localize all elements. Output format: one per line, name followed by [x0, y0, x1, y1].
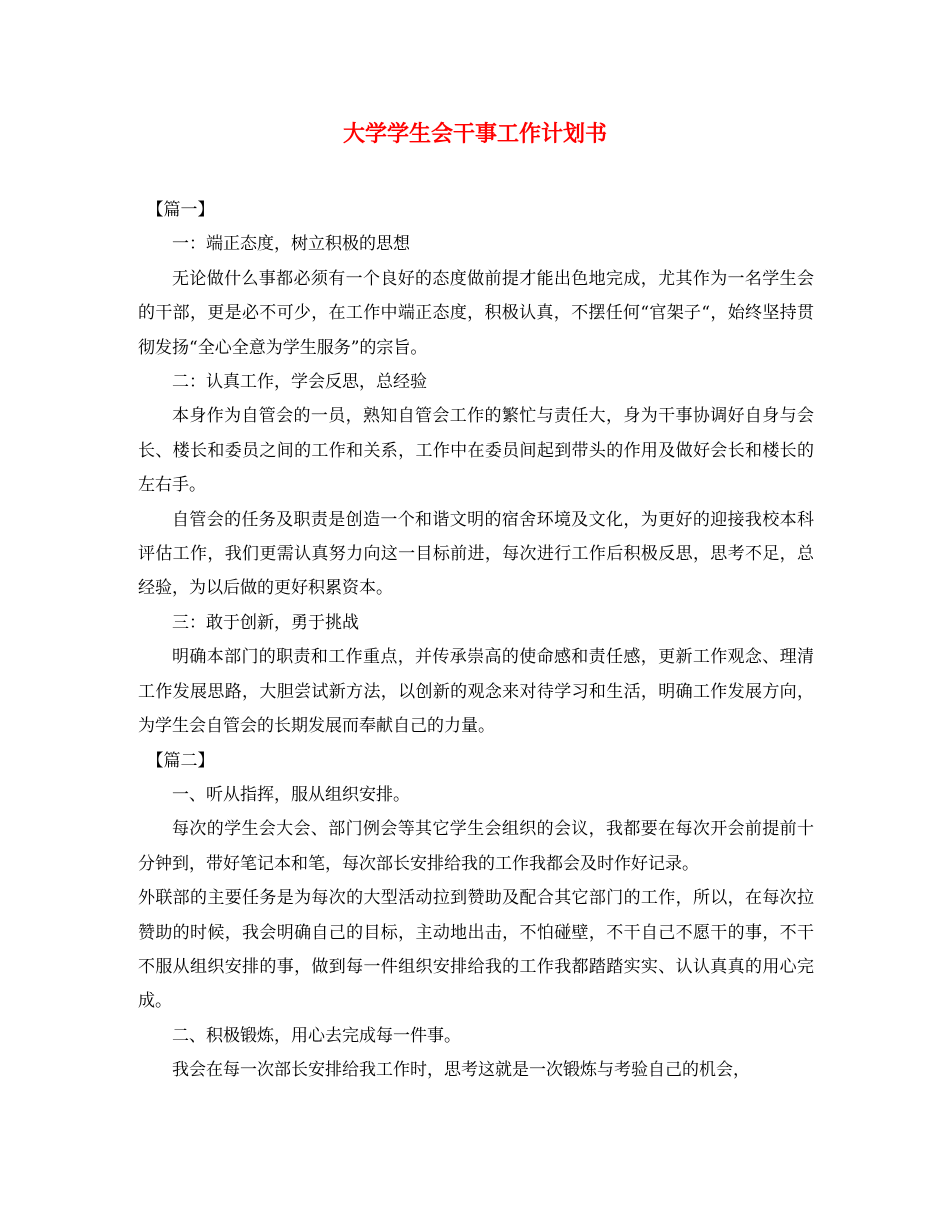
heading-obey: 一、听从指挥，服从组织安排。: [172, 784, 410, 805]
heading-innovate: 三：敢于创新，勇于挑战: [172, 612, 359, 633]
paragraph: 无论做什么事都必须有一个良好的态度做前提才能出色地完成，尤其作为一名学生会的干部，更是必不可少，在工作中端正态度，积极认真，不摆任何“官架子“，始终坚持贯彻发扬“全心全意为学生服务”的宗旨。: [138, 268, 814, 358]
paragraph: 明确本部门的职责和工作重点，并传承崇高的使命感和责任感，更新工作观念、理清工作发展思路，大胆尝试新方法，以创新的观念来对待学习和生活，明确工作发展方向，为学生会自管会的长期发展而奉献自己的力量。: [138, 647, 814, 737]
paragraph: 外联部的主要任务是为每次的大型活动拉到赞助及配合其它部门的工作，所以，在每次拉赞助的时候，我会明确自己的目标，主动地出击，不怕碰壁，不干自己不愿干的事，不干不服从组织安排的事，做到每一件组织安排给我的工作我都踏踏实实、认认真真的用心完成。: [138, 888, 814, 1012]
section-label-part1: 【篇一】: [146, 200, 215, 220]
heading-attitude: 一：端正态度，树立积极的思想: [172, 234, 410, 255]
heading-exercise: 二、积极锻炼，用心去完成每一件事。: [172, 1025, 461, 1046]
document-body: [138, 193, 814, 1088]
paragraph: 我会在每一次部长安排给我工作时，思考这就是一次锻炼与考验自己的机会，: [172, 1060, 750, 1081]
section-label-part2: 【篇二】: [146, 750, 215, 771]
page-title: 大学学生会干事工作计划书: [342, 121, 607, 147]
heading-reflect: 二：认真工作，学会反思，总经验: [172, 372, 427, 393]
paragraph: 自管会的任务及职责是创造一个和谐文明的宿舍环境及文化，为更好的迎接我校本科评估工作，我们更需认真努力向这一目标前进，每次进行工作后积极反思，思考不足，总经验，为以后做的更好积累资本。: [138, 509, 814, 599]
paragraph: 本身作为自管会的一员，熟知自管会工作的繁忙与责任大，身为干事协调好自身与会长、楼长和委员之间的工作和关系，工作中在委员间起到带头的作用及做好会长和楼长的左右手。: [138, 406, 814, 496]
paragraph: 每次的学生会大会、部门例会等其它学生会组织的会议，我都要在每次开会前提前十分钟到，带好笔记本和笔，每次部长安排给我的工作我都会及时作好记录。: [138, 819, 814, 874]
